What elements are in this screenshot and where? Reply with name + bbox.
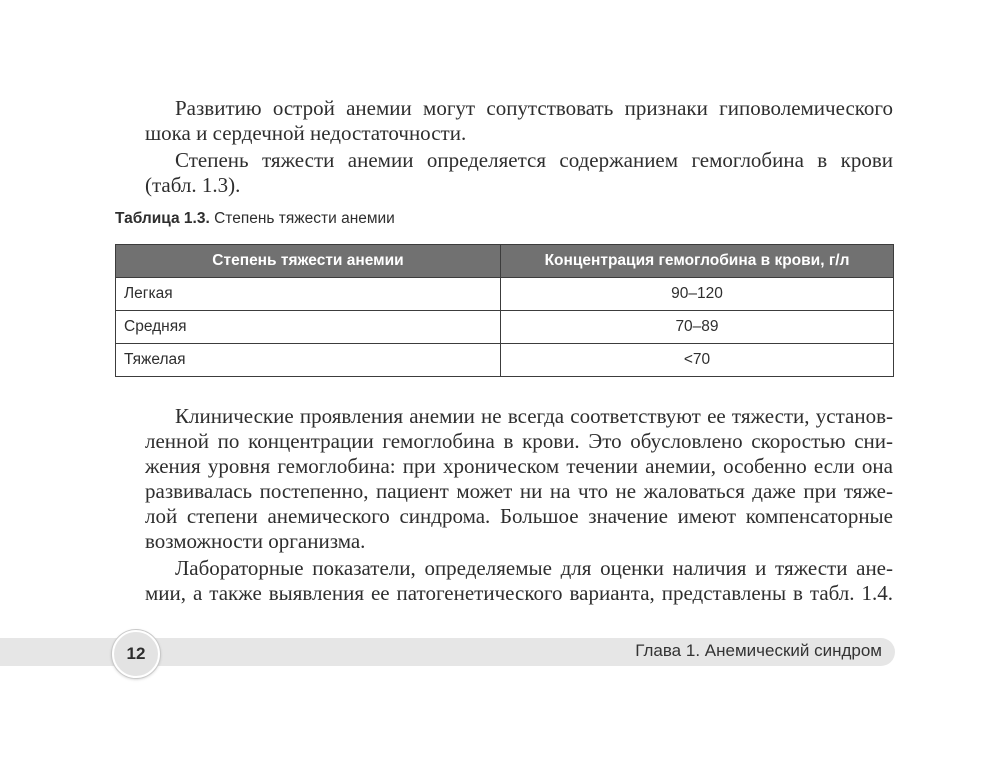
text-line: лой степени анемического синдрома. Большое значение имеют компенсаторные xyxy=(145,504,893,528)
text-line: ленной по концентрации гемоглобина в крови. Это обусловлено скоростью сни- xyxy=(145,429,893,453)
text-line: (табл. 1.3). xyxy=(145,173,241,197)
severity-cell: Средняя xyxy=(116,311,501,344)
text-line: Развитию острой анемии могут сопутствовать признаки гиповолемического xyxy=(175,96,893,120)
page-number-badge xyxy=(112,630,160,678)
concentration-cell: <70 xyxy=(501,344,894,377)
column-header-concentration: Концентрация гемоглобина в крови, г/л xyxy=(501,245,894,278)
text-line: шока и сердечной недостаточности. xyxy=(145,121,467,145)
body-text xyxy=(115,404,893,606)
table-row xyxy=(116,278,894,311)
intro-text xyxy=(115,96,893,198)
severity-table xyxy=(115,244,894,377)
text-line: мии, а также выявления ее патогенетического варианта, представлены в табл. 1.4. xyxy=(145,581,893,605)
table-header-row xyxy=(116,245,894,278)
table-caption-number: Таблица 1.3. xyxy=(115,210,210,227)
paragraph-1 xyxy=(115,96,893,146)
text-line: Степень тяжести анемии определяется содержанием гемоглобина в крови xyxy=(175,148,893,172)
page-number: 12 xyxy=(126,644,146,663)
text-line: Клинические проявления анемии не всегда соответствуют ее тяжести, установ- xyxy=(175,404,893,428)
table-caption-title: Степень тяжести анемии xyxy=(214,210,395,227)
concentration-cell: 90–120 xyxy=(501,278,894,311)
severity-cell: Тяжелая xyxy=(116,344,501,377)
severity-cell: Легкая xyxy=(116,278,501,311)
text-line: возможности организма. xyxy=(145,529,366,553)
column-header-severity: Степень тяжести анемии xyxy=(116,245,501,278)
paragraph-2 xyxy=(115,148,893,198)
running-head-chapter: Глава 1. Анемический синдром xyxy=(635,641,882,660)
paragraph-3 xyxy=(115,404,893,554)
text-line: развивалась постепенно, пациент может ни на что не жаловаться даже при тяже- xyxy=(145,479,893,503)
concentration-cell: 70–89 xyxy=(501,311,894,344)
paragraph-4 xyxy=(115,556,893,606)
table-row xyxy=(116,344,894,377)
table-row xyxy=(116,311,894,344)
text-line: Лабораторные показатели, определяемые для оценки наличия и тяжести ане- xyxy=(175,556,893,580)
text-line: жения уровня гемоглобина: при хроническом течении анемии, особенно если она xyxy=(145,454,893,478)
table-caption xyxy=(115,210,395,228)
